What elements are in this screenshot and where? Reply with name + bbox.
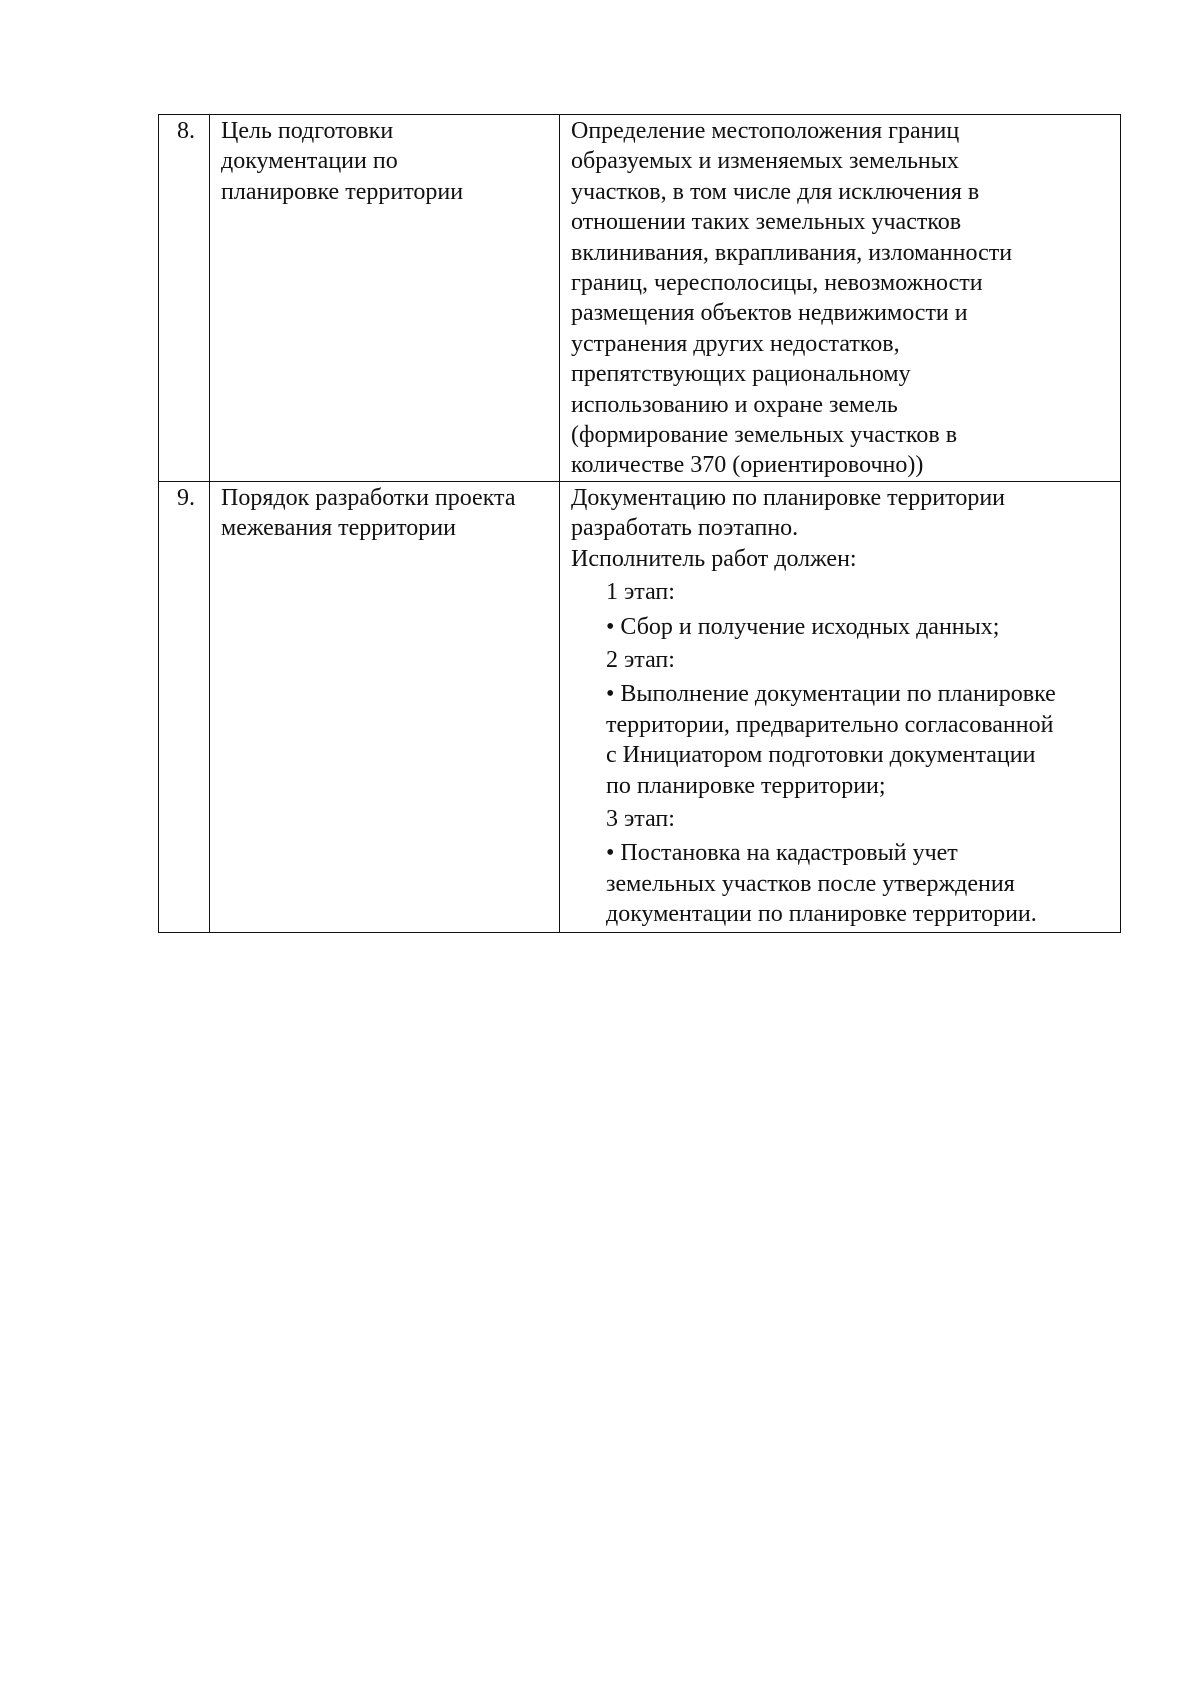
row-number-text: 8. — [177, 118, 195, 144]
row-number-text: 9. — [177, 484, 195, 511]
stage-item-line: документации по планировке территории. — [606, 901, 1037, 928]
stage-item-line: по планировке территории; — [606, 772, 886, 799]
intro-line: Исполнитель работ должен: — [571, 545, 857, 572]
stage-item-line: земельных участков после утверждения — [606, 870, 1015, 897]
row-name-line: Цель подготовки — [221, 118, 394, 144]
row-name-line: межевания территории — [221, 515, 456, 542]
description-line: (формирование земельных участков в — [571, 422, 958, 449]
description-line: границ, чересполосицы, невозможности — [571, 270, 983, 297]
row-description-cell — [560, 115, 1121, 482]
stage-title: 3 этап: — [606, 805, 675, 832]
row-name-line: планировке территории — [221, 178, 464, 205]
description-line: использованию и охране земель — [571, 391, 898, 418]
row-name-line: документации по — [221, 148, 398, 175]
table-row — [159, 481, 1121, 932]
stage-title: 1 этап: — [606, 579, 675, 606]
row-number — [159, 481, 210, 932]
description-line: устранения других недостатков, — [571, 330, 900, 357]
description-line: препятствующих рациональному — [571, 361, 911, 388]
stage-item-line: с Инициатором подготовки документации — [606, 742, 1036, 769]
requirements-table — [158, 114, 1121, 933]
description-line: количестве 370 (ориентировочно)) — [571, 452, 924, 479]
stage-item-line: территории, предварительно согласованной — [606, 711, 1054, 738]
description-line: размещения объектов недвижимости и — [571, 300, 968, 327]
intro-line: разработать поэтапно. — [571, 515, 799, 542]
stage-item-line: • Постановка на кадастровый учет — [606, 840, 958, 867]
stage-list — [606, 577, 1112, 929]
description-line: отношении таких земельных участков — [571, 209, 962, 236]
table-row — [159, 115, 1121, 482]
stage-item — [606, 612, 1112, 642]
stage-item-line: • Сбор и получение исходных данных; — [606, 613, 1000, 640]
row-name-cell — [210, 481, 560, 932]
description-line: образуемых и изменяемых земельных — [571, 148, 959, 175]
row-description-cell — [560, 481, 1121, 932]
stage-item — [606, 679, 1112, 801]
stage-item — [606, 838, 1112, 929]
description-line: Определение местоположения границ — [571, 118, 960, 144]
row-number — [159, 115, 210, 482]
description-line: участков, в том числе для исключения в — [571, 178, 980, 205]
intro-line: Документацию по планировке территории — [571, 484, 1006, 511]
row-name-cell — [210, 115, 560, 482]
description-line: вклинивания, вкрапливания, изломанности — [571, 239, 1013, 266]
stage-title: 2 этап: — [606, 646, 675, 673]
stage-item-line: • Выполнение документации по планировке — [606, 681, 1056, 708]
row-name-line: Порядок разработки проекта — [221, 484, 516, 511]
